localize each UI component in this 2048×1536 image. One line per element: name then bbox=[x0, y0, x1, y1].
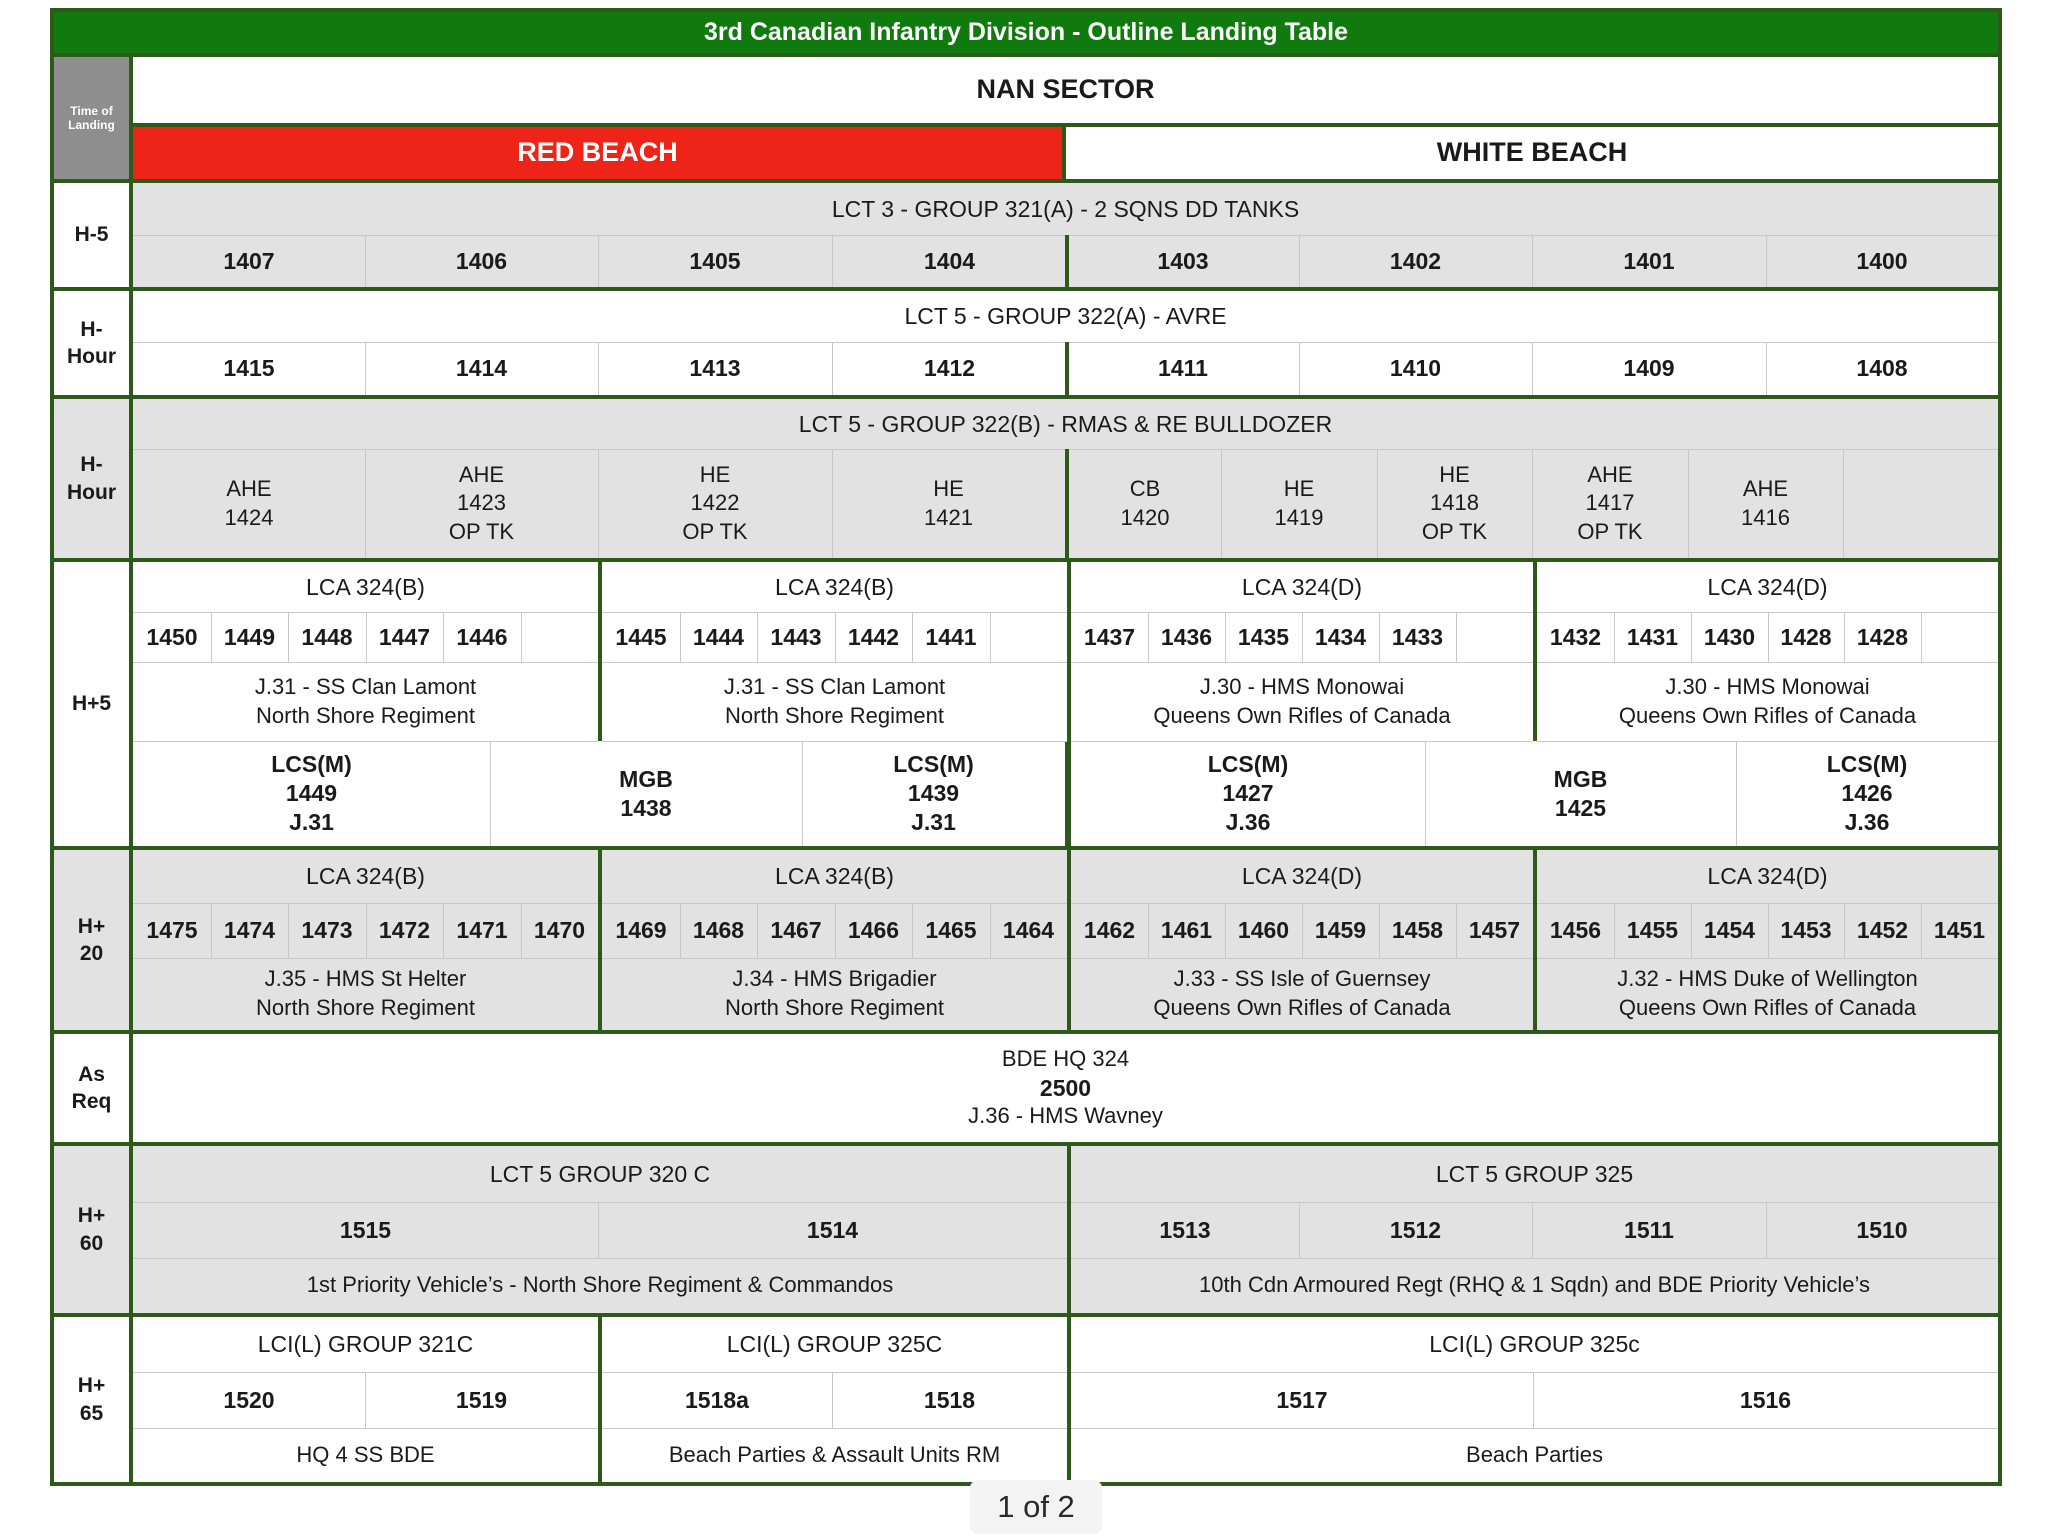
cell-divider bbox=[1225, 612, 1226, 662]
craft-number: 1462 bbox=[1071, 903, 1148, 958]
craft-number: 1467 bbox=[757, 903, 835, 958]
cell-divider bbox=[1768, 903, 1769, 958]
cell-divider bbox=[1148, 612, 1149, 662]
craft-number: 1434 bbox=[1302, 612, 1379, 662]
group-label: LCT 5 - GROUP 322(B) - RMAS & RE BULLDOZER bbox=[133, 399, 1998, 449]
cell-divider bbox=[1302, 612, 1303, 662]
cell-divider bbox=[598, 449, 599, 558]
cell-divider bbox=[1379, 903, 1380, 958]
row-divider bbox=[1071, 1372, 1998, 1373]
time-cell: H+5 bbox=[54, 562, 129, 846]
craft-number: 1517 bbox=[1071, 1372, 1533, 1428]
craft-number: 1520 bbox=[133, 1372, 365, 1428]
ship-label: J.31 - SS Clan Lamont North Shore Regiment bbox=[133, 662, 598, 741]
cell-divider bbox=[1221, 449, 1222, 558]
row-divider bbox=[1071, 662, 1533, 663]
craft-number: 1411 bbox=[1067, 342, 1299, 395]
row-divider bbox=[133, 612, 598, 613]
cell-divider bbox=[1844, 612, 1845, 662]
craft-number: 1469 bbox=[602, 903, 680, 958]
craft-number: 1446 bbox=[443, 612, 521, 662]
cell-divider bbox=[288, 903, 289, 958]
beach-divider bbox=[1067, 741, 1071, 846]
craft-number: 1461 bbox=[1148, 903, 1225, 958]
craft-number: 1407 bbox=[133, 235, 365, 287]
craft-number: 1468 bbox=[680, 903, 757, 958]
craft-number: 1452 bbox=[1844, 903, 1921, 958]
group-label: LCA 324(D) bbox=[1537, 850, 1998, 903]
craft-number: 1431 bbox=[1614, 612, 1691, 662]
hq-name: BDE HQ 324 bbox=[1001, 1046, 1130, 1072]
group-label: LCI(L) GROUP 321C bbox=[133, 1317, 598, 1372]
sector-header: NAN SECTOR bbox=[133, 57, 1998, 123]
craft-number: 1458 bbox=[1379, 903, 1456, 958]
craft-number: 1441 bbox=[912, 612, 990, 662]
group-label: LCA 324(B) bbox=[133, 850, 598, 903]
craft-number: 1472 bbox=[366, 903, 443, 958]
cell-divider bbox=[1921, 612, 1922, 662]
row-divider bbox=[1071, 958, 1533, 959]
unit-note: HQ 4 SS BDE bbox=[133, 1428, 598, 1482]
craft-number: HE 1418 OP TK bbox=[1377, 449, 1532, 558]
cell-divider bbox=[1225, 903, 1226, 958]
group-label: LCA 324(B) bbox=[602, 562, 1067, 612]
landing-table bbox=[50, 8, 2002, 1486]
craft-number: 1414 bbox=[365, 342, 598, 395]
unit-note: Beach Parties & Assault Units RM bbox=[602, 1428, 1067, 1482]
cell-divider bbox=[1456, 612, 1457, 662]
group-label: LCT 5 GROUP 320 C bbox=[133, 1146, 1067, 1202]
craft-number: 1459 bbox=[1302, 903, 1379, 958]
craft-number: 1516 bbox=[1533, 1372, 1998, 1428]
craft-number: 1448 bbox=[288, 612, 366, 662]
support-craft: MGB 1425 bbox=[1425, 741, 1736, 846]
time-cell: H- Hour bbox=[54, 291, 129, 395]
row-divider bbox=[602, 612, 1067, 613]
craft-number: 1433 bbox=[1379, 612, 1456, 662]
craft-number: 1406 bbox=[365, 235, 598, 287]
hq-number: 2500 bbox=[1039, 1074, 1092, 1101]
sep bbox=[598, 741, 602, 846]
craft-number: 1515 bbox=[133, 1202, 598, 1258]
craft-number: 1412 bbox=[832, 342, 1067, 395]
craft-number: HE 1422 OP TK bbox=[598, 449, 832, 558]
cell-divider bbox=[443, 612, 444, 662]
cell-divider bbox=[1921, 903, 1922, 958]
cell-divider bbox=[365, 342, 366, 395]
craft-number: 1460 bbox=[1225, 903, 1302, 958]
craft-number: 1410 bbox=[1299, 342, 1532, 395]
cell-divider bbox=[1614, 612, 1615, 662]
row-divider bbox=[133, 662, 598, 663]
craft-number: 1401 bbox=[1532, 235, 1766, 287]
craft-number: 1513 bbox=[1071, 1202, 1299, 1258]
cell-divider bbox=[912, 903, 913, 958]
ship-label: J.30 - HMS Monowai Queens Own Rifles of Canada bbox=[1537, 662, 1998, 741]
cell-divider bbox=[211, 903, 212, 958]
craft-number: 1443 bbox=[757, 612, 835, 662]
cell-divider bbox=[211, 612, 212, 662]
cell-divider bbox=[1766, 235, 1767, 287]
ship-label: J.34 - HMS Brigadier North Shore Regiment bbox=[602, 958, 1067, 1030]
craft-number bbox=[1921, 612, 1998, 662]
group-label: LCA 324(D) bbox=[1537, 562, 1998, 612]
sep bbox=[1533, 741, 1537, 846]
craft-number: 1437 bbox=[1071, 612, 1148, 662]
row-divider bbox=[133, 1202, 1067, 1203]
row-divider bbox=[133, 958, 598, 959]
bde-hq-cell bbox=[133, 1034, 1998, 1142]
row-divider bbox=[133, 1258, 1067, 1259]
cell-divider bbox=[832, 235, 833, 287]
support-craft: LCS(M) 1439 J.31 bbox=[802, 741, 1065, 846]
cell-divider bbox=[990, 612, 991, 662]
craft-number: 1465 bbox=[912, 903, 990, 958]
row-divider bbox=[1071, 612, 1533, 613]
group-label: LCI(L) GROUP 325c bbox=[1071, 1317, 1998, 1372]
cell-divider bbox=[365, 449, 366, 558]
cell-divider bbox=[832, 342, 833, 395]
cell-divider bbox=[443, 903, 444, 958]
craft-number: 1415 bbox=[133, 342, 365, 395]
ship-label: J.31 - SS Clan Lamont North Shore Regiment bbox=[602, 662, 1067, 741]
unit-note: Beach Parties bbox=[1071, 1428, 1998, 1482]
craft-number: CB 1420 bbox=[1069, 449, 1221, 558]
support-craft: MGB 1438 bbox=[490, 741, 802, 846]
craft-number: 1430 bbox=[1691, 612, 1768, 662]
cell-divider bbox=[1532, 342, 1533, 395]
cell-divider bbox=[835, 903, 836, 958]
cell-divider bbox=[1456, 903, 1457, 958]
cell-divider bbox=[1688, 449, 1689, 558]
craft-number: 1432 bbox=[1537, 612, 1614, 662]
cell-divider bbox=[1691, 612, 1692, 662]
cell-divider bbox=[521, 903, 522, 958]
group-label: LCT 5 - GROUP 322(A) - AVRE bbox=[133, 291, 1998, 342]
row-divider bbox=[133, 903, 598, 904]
craft-number: 1466 bbox=[835, 903, 912, 958]
craft-number: 1453 bbox=[1768, 903, 1844, 958]
row-divider bbox=[1071, 903, 1533, 904]
cell-divider bbox=[832, 449, 833, 558]
craft-number: 1400 bbox=[1766, 235, 1998, 287]
beach-divider bbox=[1065, 235, 1069, 287]
ship-label: J.30 - HMS Monowai Queens Own Rifles of Canada bbox=[1071, 662, 1533, 741]
cell-divider bbox=[1766, 1202, 1767, 1258]
red-beach-header: RED BEACH bbox=[133, 127, 1062, 179]
row-divider bbox=[1537, 612, 1998, 613]
craft-number: 1510 bbox=[1766, 1202, 1998, 1258]
group-label: LCT 3 - GROUP 321(A) - 2 SQNS DD TANKS bbox=[133, 183, 1998, 235]
craft-number: 1403 bbox=[1067, 235, 1299, 287]
support-craft: LCS(M) 1427 J.36 bbox=[1071, 741, 1425, 846]
craft-number: AHE 1424 bbox=[133, 449, 365, 558]
cell-divider bbox=[1844, 903, 1845, 958]
craft-number: 1408 bbox=[1766, 342, 1998, 395]
cell-divider bbox=[288, 612, 289, 662]
page-indicator[interactable]: 1 of 2 bbox=[970, 1480, 1102, 1534]
craft-number: 1435 bbox=[1225, 612, 1302, 662]
cell-divider bbox=[802, 741, 803, 846]
craft-number: 1442 bbox=[835, 612, 912, 662]
cell-divider bbox=[1768, 612, 1769, 662]
cell-divider bbox=[1299, 342, 1300, 395]
craft-number: 1518a bbox=[602, 1372, 832, 1428]
beach-divider bbox=[1065, 449, 1069, 558]
cell-divider bbox=[598, 342, 599, 395]
row-divider bbox=[1071, 1202, 1998, 1203]
row-divider bbox=[1537, 741, 1998, 742]
row-divider bbox=[133, 1428, 598, 1429]
vehicle-note: 1st Priority Vehicle’s - North Shore Regiment & Commandos bbox=[133, 1258, 1067, 1313]
row-divider bbox=[1071, 741, 1533, 742]
cell-divider bbox=[365, 235, 366, 287]
ship-label: J.35 - HMS St Helter North Shore Regiment bbox=[133, 958, 598, 1030]
time-cell: H-5 bbox=[54, 183, 129, 287]
craft-number: 1444 bbox=[680, 612, 757, 662]
craft-number: 1428 bbox=[1844, 612, 1921, 662]
craft-number: 1409 bbox=[1532, 342, 1766, 395]
cell-divider bbox=[757, 903, 758, 958]
cell-divider bbox=[1299, 1202, 1300, 1258]
group-label: LCA 324(B) bbox=[602, 850, 1067, 903]
craft-number: 1464 bbox=[990, 903, 1067, 958]
cell-divider bbox=[1532, 449, 1533, 558]
craft-number: 1457 bbox=[1456, 903, 1533, 958]
cell-divider bbox=[832, 1372, 833, 1428]
row-divider bbox=[602, 1372, 1067, 1373]
ship-label: J.33 - SS Isle of Guernsey Queens Own Rifles of Canada bbox=[1071, 958, 1533, 1030]
cell-divider bbox=[990, 903, 991, 958]
time-cell: H- Hour bbox=[54, 399, 129, 558]
craft-number: 1413 bbox=[598, 342, 832, 395]
beach-divider bbox=[1065, 342, 1069, 395]
row-divider bbox=[602, 958, 1067, 959]
craft-number: 1456 bbox=[1537, 903, 1614, 958]
cell-divider bbox=[1614, 903, 1615, 958]
craft-number: AHE 1423 OP TK bbox=[365, 449, 598, 558]
group-label: LCA 324(B) bbox=[133, 562, 598, 612]
row-divider bbox=[602, 1428, 1067, 1429]
craft-number: 1455 bbox=[1614, 903, 1691, 958]
craft-number: HE 1421 bbox=[832, 449, 1065, 558]
craft-number: 1402 bbox=[1299, 235, 1532, 287]
craft-number: 1405 bbox=[598, 235, 832, 287]
group-label: LCA 324(D) bbox=[1071, 562, 1533, 612]
craft-number: 1474 bbox=[211, 903, 288, 958]
row-divider bbox=[133, 741, 598, 742]
craft-number: 1436 bbox=[1148, 612, 1225, 662]
craft-number: 1451 bbox=[1921, 903, 1998, 958]
cell-divider bbox=[1736, 741, 1737, 846]
craft-number bbox=[1456, 612, 1533, 662]
craft-number: 1475 bbox=[133, 903, 211, 958]
row-divider bbox=[133, 1372, 598, 1373]
row-divider bbox=[1071, 1258, 1998, 1259]
craft-number: 1445 bbox=[602, 612, 680, 662]
row-divider bbox=[1071, 1428, 1998, 1429]
cell-divider bbox=[1691, 903, 1692, 958]
cell-divider bbox=[598, 1202, 599, 1258]
cell-divider bbox=[490, 741, 491, 846]
craft-number bbox=[990, 612, 1067, 662]
craft-number: 1512 bbox=[1299, 1202, 1532, 1258]
craft-number: 1447 bbox=[366, 612, 443, 662]
ship-label: J.32 - HMS Duke of Wellington Queens Own Rifles of Canada bbox=[1537, 958, 1998, 1030]
cell-divider bbox=[1299, 235, 1300, 287]
cell-divider bbox=[912, 612, 913, 662]
group-label: LCT 5 GROUP 325 bbox=[1071, 1146, 1998, 1202]
row-divider bbox=[1537, 903, 1998, 904]
craft-number: 1470 bbox=[521, 903, 598, 958]
cell-divider bbox=[757, 612, 758, 662]
cell-divider bbox=[521, 612, 522, 662]
time-cell: H+ 60 bbox=[54, 1146, 129, 1313]
time-cell: H+ 65 bbox=[54, 1317, 129, 1482]
hq-ship: J.36 - HMS Wavney bbox=[968, 1103, 1163, 1129]
craft-number: 1428 bbox=[1768, 612, 1844, 662]
cell-divider bbox=[680, 903, 681, 958]
cell-divider bbox=[366, 612, 367, 662]
cell-divider bbox=[1766, 342, 1767, 395]
time-cell: H+ 20 bbox=[54, 850, 129, 1030]
craft-number: 1473 bbox=[288, 903, 366, 958]
row-divider bbox=[602, 741, 1067, 742]
craft-number bbox=[521, 612, 598, 662]
cell-divider bbox=[1843, 449, 1844, 558]
cell-divider bbox=[366, 903, 367, 958]
craft-number: 1471 bbox=[443, 903, 521, 958]
cell-divider bbox=[1532, 235, 1533, 287]
support-craft: LCS(M) 1426 J.36 bbox=[1736, 741, 1998, 846]
row-divider bbox=[602, 903, 1067, 904]
cell-divider bbox=[598, 235, 599, 287]
craft-number: 1519 bbox=[365, 1372, 598, 1428]
cell-divider bbox=[365, 1372, 366, 1428]
cell-divider bbox=[1379, 612, 1380, 662]
craft-number: 1514 bbox=[598, 1202, 1067, 1258]
craft-number: HE 1419 bbox=[1221, 449, 1377, 558]
craft-number bbox=[1843, 449, 1998, 558]
craft-number: AHE 1417 OP TK bbox=[1532, 449, 1688, 558]
craft-number: 1518 bbox=[832, 1372, 1067, 1428]
cell-divider bbox=[1532, 1202, 1533, 1258]
craft-number: 1454 bbox=[1691, 903, 1768, 958]
craft-number: 1404 bbox=[832, 235, 1067, 287]
row-divider bbox=[1537, 958, 1998, 959]
craft-number: AHE 1416 bbox=[1688, 449, 1843, 558]
cell-divider bbox=[1302, 903, 1303, 958]
support-craft: LCS(M) 1449 J.31 bbox=[133, 741, 490, 846]
cell-divider bbox=[1377, 449, 1378, 558]
row-divider bbox=[1537, 662, 1998, 663]
table-title: 3rd Canadian Infantry Division - Outline Landing Table bbox=[54, 12, 1998, 53]
cell-divider bbox=[1425, 741, 1426, 846]
craft-number: 1511 bbox=[1532, 1202, 1766, 1258]
white-beach-header: WHITE BEACH bbox=[1066, 127, 1998, 179]
group-label: LCA 324(D) bbox=[1071, 850, 1533, 903]
row-divider bbox=[602, 662, 1067, 663]
cell-divider bbox=[1148, 903, 1149, 958]
craft-number: 1449 bbox=[211, 612, 288, 662]
group-label: LCI(L) GROUP 325C bbox=[602, 1317, 1067, 1372]
cell-divider bbox=[680, 612, 681, 662]
craft-number: 1450 bbox=[133, 612, 211, 662]
cell-divider bbox=[1533, 1372, 1534, 1428]
vehicle-note: 10th Cdn Armoured Regt (RHQ & 1 Sqdn) and BDE Priority Vehicle’s bbox=[1071, 1258, 1998, 1313]
time-of-landing-header: Time of Landing bbox=[54, 57, 129, 179]
cell-divider bbox=[835, 612, 836, 662]
time-cell: As Req bbox=[54, 1034, 129, 1142]
